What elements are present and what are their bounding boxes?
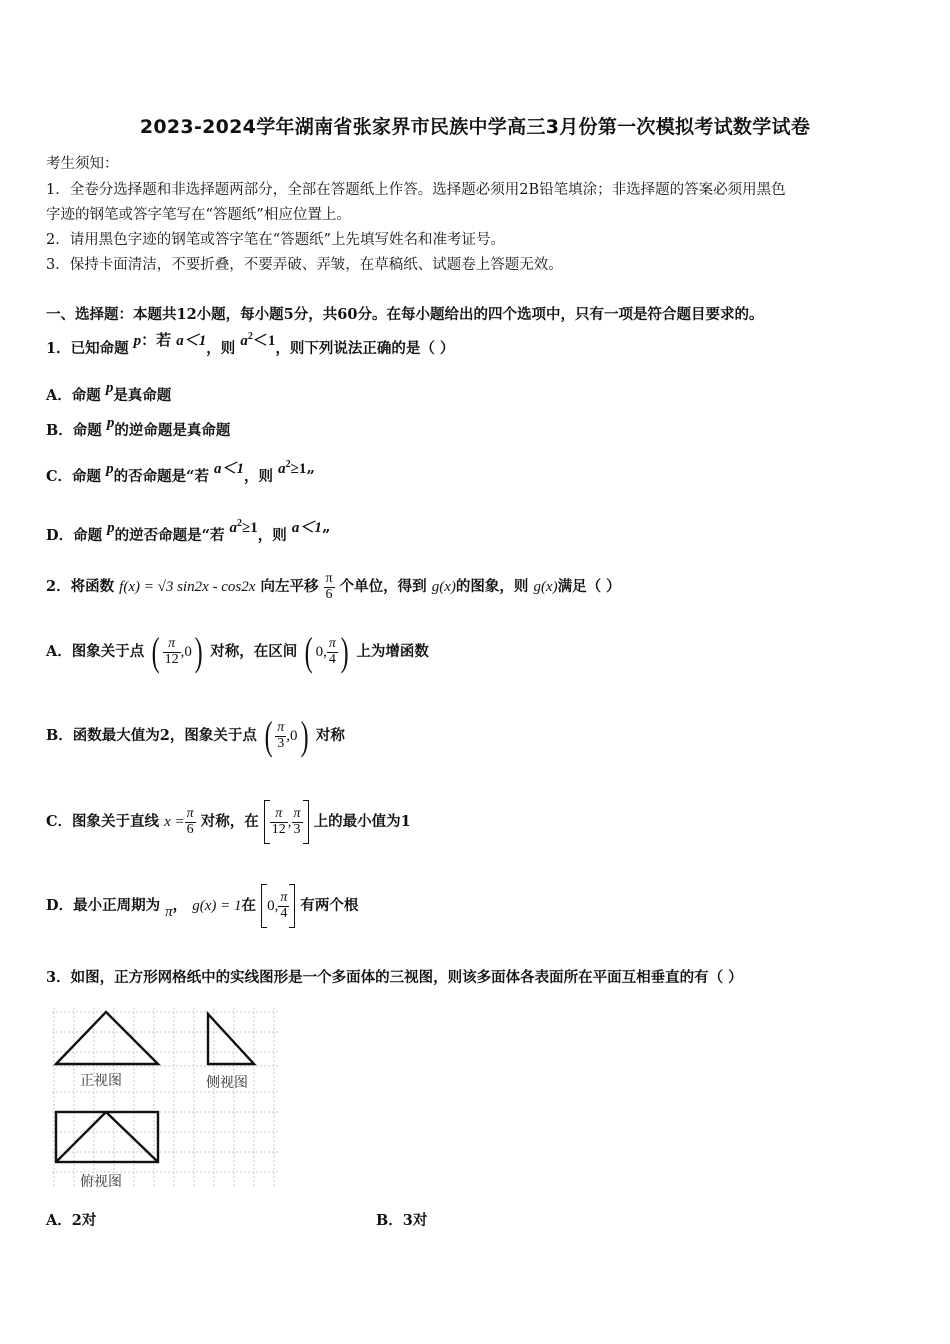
q2a-iv-num: π: [328, 635, 336, 651]
q1-cond: a＜1: [176, 333, 207, 349]
q2a-iv-frac: [327, 637, 338, 667]
q1-option-a: [46, 380, 172, 405]
q1-a: a: [240, 333, 248, 349]
notice-item-1: 1．全卷分选择题和非选择题两部分，全部在答题纸上作答。选择题必须用2B铅笔填涂；非选择题的答案必须用黑色: [46, 182, 786, 198]
q2a-iv-a: 0,: [315, 644, 327, 660]
top-view-label: 俯视图: [80, 1174, 122, 1190]
q1-option-d: [46, 518, 331, 545]
q2d-rbracket: [289, 884, 295, 928]
q2d-t2: 有两个根: [300, 897, 359, 914]
q2-shift-den: 6: [325, 586, 333, 602]
side-view-label: 侧视图: [206, 1075, 248, 1091]
q2d-t1: 在: [241, 897, 256, 914]
q2a-lparen: (: [151, 629, 160, 674]
front-view-label: 正视图: [80, 1073, 122, 1089]
q2-t3: 个单位，得到: [339, 578, 427, 596]
q2c-a-num: π: [270, 807, 288, 823]
q1d-t3: ”: [321, 527, 331, 544]
q2-option-a: [46, 629, 429, 674]
q2a-pt-frac: [163, 637, 181, 667]
q2b-pt-frac: [275, 721, 286, 751]
q1d-t2: ，则: [257, 527, 287, 544]
q1c-label: C．命题: [46, 468, 102, 485]
q2-shift-num: π: [325, 571, 333, 586]
q3-option-b: B．3对: [376, 1212, 428, 1229]
page-title: 2023-2024学年湖南省张家界市民族中学高三3月份第一次模拟考试数学试卷: [139, 116, 811, 138]
q2-option-b: [46, 713, 345, 758]
q1a-label: A．命题: [46, 387, 101, 404]
q1-p: p: [133, 333, 142, 349]
q2a-label: A．图象关于点: [46, 643, 145, 660]
q1c-a: a: [278, 461, 286, 477]
q1-sq: 2: [247, 331, 253, 342]
q1c-ge: ≥1: [290, 461, 307, 477]
q2d-eq: g(x) = 1: [192, 898, 242, 914]
q2-g: g(x): [431, 579, 456, 596]
q2c-a-den: 12: [271, 821, 286, 837]
q2b-lparen: (: [264, 713, 273, 758]
notice-item-3: 3．保持卡面清洁，不要折叠，不要弄破、弄皱，在草稿纸、试题卷上答题无效。: [46, 257, 563, 273]
q1-then: ，则: [206, 340, 236, 357]
q2b-pt-y: ,0: [286, 728, 298, 744]
q2a-pt-num: π: [163, 637, 181, 653]
q2d-sep: ，: [172, 897, 188, 914]
q2d-iv-frac: [278, 891, 289, 921]
q2c-rbracket: [303, 800, 309, 844]
q1c-cond: a＜1: [214, 461, 245, 477]
q1-tail: ，则下列说法正确的是（ ）: [275, 340, 455, 357]
q1a-p: p: [105, 380, 114, 396]
top-view: [56, 1112, 158, 1162]
q1-lt1: ＜1: [252, 333, 276, 349]
q1-option-c: [46, 459, 315, 486]
q2-t5: 满足（ ）: [557, 578, 621, 596]
q2-text: 2．将函数: [46, 578, 115, 596]
q2-g-2: g(x): [533, 579, 558, 596]
q3-option-a: A．2对: [46, 1212, 97, 1229]
q1d-a: a: [229, 520, 238, 536]
three-view-figure: [48, 1002, 292, 1194]
q2a-pt-den: 12: [164, 651, 179, 667]
notice-item-1-cont: 字迹的钢笔或答字笔写在“答题纸”相应位置上。: [46, 207, 351, 223]
q1c-p: p: [106, 461, 114, 477]
q2b-t1: 对称: [315, 727, 345, 744]
q2d-pi: π: [165, 904, 173, 920]
q2d-iv-den: 4: [280, 905, 288, 921]
q1-option-b: [46, 415, 231, 440]
q2b-pt-den: 3: [277, 735, 285, 751]
q2-t4: 的图象，则: [455, 578, 529, 596]
front-view: [56, 1012, 158, 1064]
q2a-iv-rparen: ): [340, 629, 349, 674]
q2a-rparen: ): [194, 629, 203, 674]
q1-colon: ：若: [141, 333, 172, 349]
q2a-pt-y: ,0: [180, 644, 192, 660]
q2a-t2: 上为增函数: [356, 643, 429, 660]
q2-option-c: C．图象关于直线 x = $\frac{\pi}{6}$ 对称，在 $\frac{\pi}{12}$ , $\frac{\pi}{3}$ 上的最小值为1: [46, 800, 411, 844]
q2b-rparen: ): [300, 713, 309, 758]
q2d-label: D．最小正周期为: [46, 897, 161, 914]
q2b-pt-num: π: [277, 719, 285, 735]
q2-t2: 向左平移: [260, 578, 319, 596]
q2c-frac: [185, 807, 196, 837]
q1d-sq: 2: [237, 518, 243, 529]
q1b-p: p: [106, 415, 115, 431]
side-view: [208, 1014, 254, 1064]
q2b-label: B．函数最大值为2，图象关于点: [46, 727, 257, 744]
q2c-den: 6: [186, 821, 194, 837]
q1c-sq: 2: [285, 459, 291, 470]
question-1: [46, 331, 455, 358]
q2c-b-den: 3: [293, 821, 301, 837]
q2c-num: π: [186, 805, 194, 821]
q1d-p: p: [107, 520, 115, 536]
q1b-label: B．命题: [46, 422, 102, 439]
q1c-t3: ”: [306, 468, 315, 485]
q2c-a-frac: [270, 807, 288, 837]
q1-text: 1．已知命题: [46, 340, 129, 357]
q2-shift-fraction: [324, 572, 335, 602]
q2d-iv-num: π: [280, 889, 288, 905]
q2a-iv-lparen: (: [305, 629, 314, 674]
q2c-b-num: π: [293, 805, 301, 821]
q1d-ge: ≥1: [242, 520, 258, 536]
q1d-cond: a＜1: [291, 520, 322, 536]
q2a-t1: 对称，在区间: [210, 643, 298, 660]
q2a-iv-den: 4: [328, 651, 336, 667]
q2c-t1: 对称，在: [200, 813, 259, 830]
notice-item-2: 2．请用黑色字迹的钢笔或答字笔在“答题纸”上先填写姓名和准考证号。: [46, 232, 506, 248]
q1b-text: 的逆命题是真命题: [114, 422, 231, 439]
q1c-t2: ，则: [244, 468, 274, 485]
question-2: [46, 572, 621, 602]
q2-option-d: [46, 884, 358, 928]
q2c-label: C．图象关于直线: [46, 813, 160, 830]
section-heading: 一、选择题：本题共12小题，每小题5分，共60分。在每小题给出的四个选项中，只有一项是符合题目要求的。: [46, 306, 764, 323]
q2d-iv-a: 0,: [267, 898, 279, 914]
q2c-b-frac: [292, 807, 303, 837]
q1a-text: 是真命题: [113, 387, 172, 404]
q2c-t2: 上的最小值为1: [313, 813, 411, 830]
question-3: 3．如图，正方形网格纸中的实线图形是一个多面体的三视图，则该多面体各表面所在平面互相垂直的有（ ）: [46, 969, 743, 986]
q1c-t1: 的否命题是“若: [113, 468, 209, 485]
q2c-x: x =: [164, 814, 185, 830]
q1d-t1: 的逆否命题是“若: [114, 527, 225, 544]
q2-function: f(x) = √3 sin2x - cos2x: [119, 579, 256, 596]
q1d-label: D．命题: [46, 527, 103, 544]
notice-heading: 考生须知：: [46, 156, 119, 172]
